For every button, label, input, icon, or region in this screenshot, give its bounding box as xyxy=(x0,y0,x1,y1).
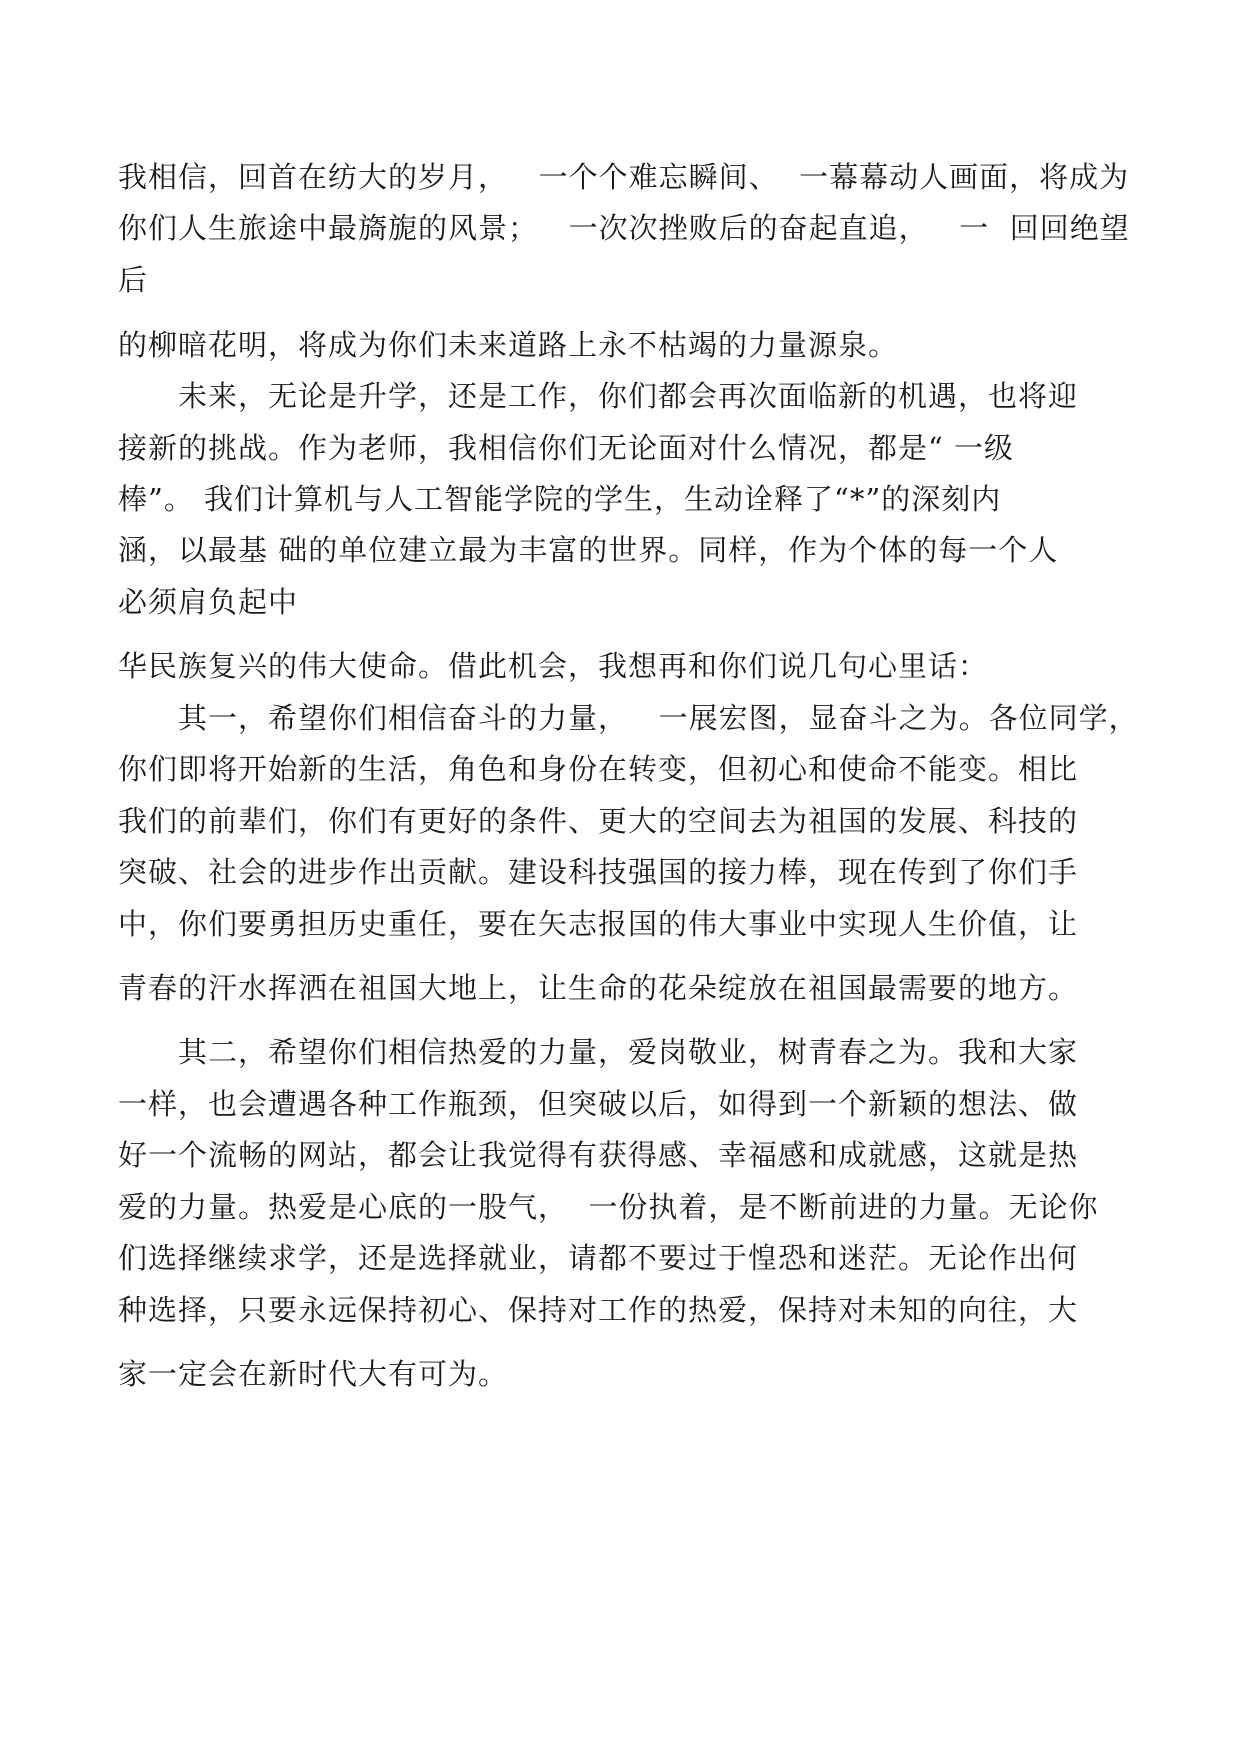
text-line: 我们的前辈们，你们有更好的条件、更大的空间去为祖国的发展、科技的 xyxy=(118,804,1079,838)
text-line: 接新的挑战。作为老师，我相信你们无论面对什么情况，都是“ 一级 xyxy=(118,431,1015,465)
text-line: 好一个流畅的网站，都会让我觉得有获得感、幸福感和成就感，这就是热 xyxy=(118,1138,1079,1172)
text-line: 种选择，只要永远保持初心、保持对工作的热爱，保持对未知的向往，大 xyxy=(118,1293,1079,1327)
text-line: 中，你们要勇担历史重任，要在矢志报国的伟大事业中实现人生价值，让 xyxy=(118,907,1079,941)
text-line: 其二，希望你们相信热爱的力量，爱岗敬业，树青春之为。我和大家 xyxy=(178,1035,1079,1069)
text-line: 我相信，回首在纺大的岁月， 一个个难忘瞬间、 一幕幕动人画面，将成为 xyxy=(118,160,1130,194)
text-line: 一样，也会遭遇各种工作瓶颈，但突破以后，如得到一个新颖的想法、做 xyxy=(118,1087,1079,1121)
text-line: 华民族复兴的伟大使命。借此机会，我想再和你们说几句心里话： xyxy=(118,649,989,683)
text-line: 家一定会在新时代大有可为。 xyxy=(118,1357,509,1391)
text-line: 必须肩负起中 xyxy=(118,585,299,619)
text-line: 你们人生旅途中最旖旎的风景； 一次次挫败后的奋起直追， 一 回回绝望 xyxy=(118,211,1130,245)
text-line: 棒”。 我们计算机与人工智能学院的学生，生动诠释了“*”的深刻内 xyxy=(118,482,1002,516)
text-line: 们选择继续求学，还是选择就业，请都不要过于惶恐和迷茫。无论作出何 xyxy=(118,1241,1079,1275)
text-line: 未来，无论是升学，还是工作，你们都会再次面临新的机遇，也将迎 xyxy=(178,379,1079,413)
text-line: 你们即将开始新的生活，角色和身份在转变，但初心和使命不能变。相比 xyxy=(118,752,1079,786)
text-line: 其一，希望你们相信奋斗的力量， 一展宏图，显奋斗之为。各位同学， xyxy=(178,701,1139,735)
text-line: 爱的力量。热爱是心底的一股气， 一份执着，是不断前进的力量。无论你 xyxy=(118,1190,1099,1224)
text-line: 青春的汗水挥洒在祖国大地上，让生命的花朵绽放在祖国最需要的地方。 xyxy=(118,971,1079,1005)
text-line: 的柳暗花明，将成为你们未来道路上永不枯竭的力量源泉。 xyxy=(118,328,899,362)
text-line: 涵，以最基 础的单位建立最为丰富的世界。同样，作为个体的每一个人 xyxy=(118,533,1059,567)
text-line: 突破、社会的进步作出贡献。建设科技强国的接力棒，现在传到了你们手 xyxy=(118,855,1079,889)
text-line: 后 xyxy=(118,263,149,297)
